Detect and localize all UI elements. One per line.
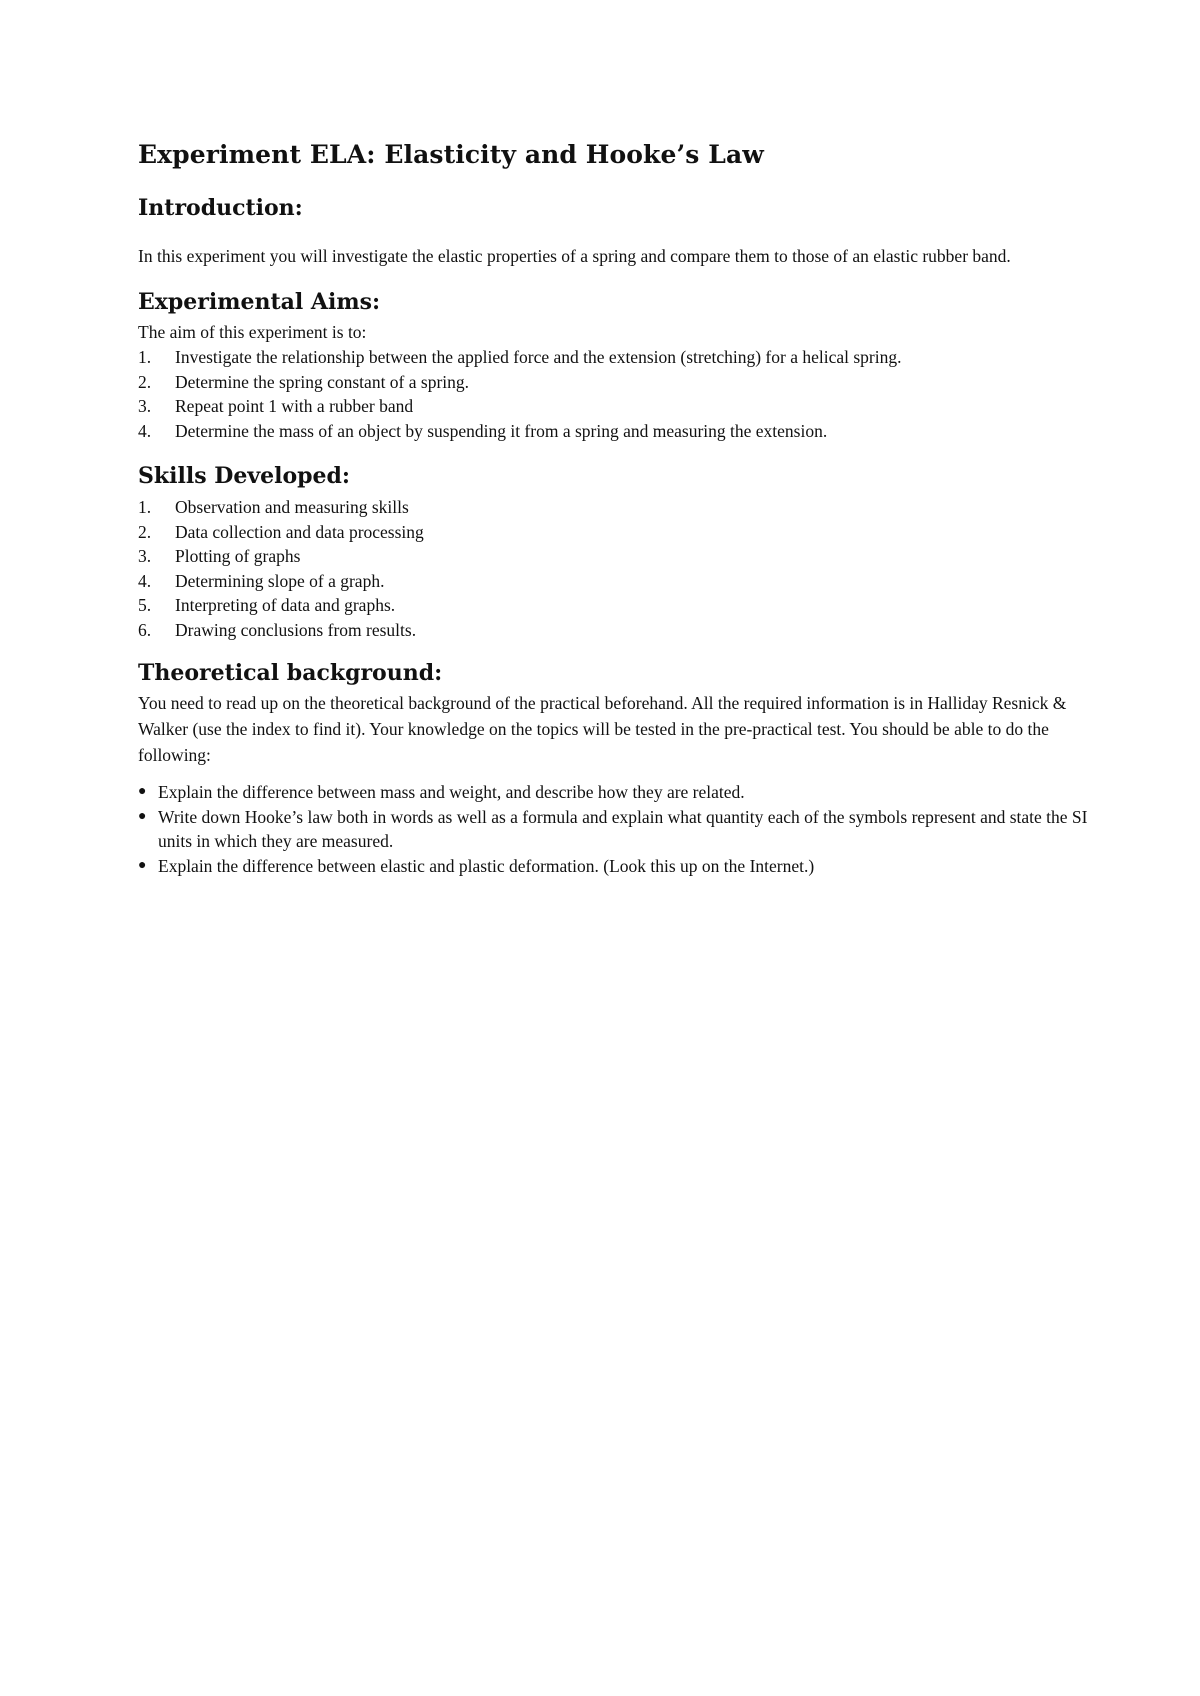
list-item xyxy=(138,805,1108,854)
list-item xyxy=(138,520,1108,545)
item-text: Determine the mass of an object by suspending it from a spring and measuring the extension. xyxy=(175,420,828,441)
theory-heading: Theoretical background: xyxy=(138,660,443,686)
item-text: Observation and measuring skills xyxy=(175,497,409,517)
document-title: Experiment ELA: Elasticity and Hooke’s Law xyxy=(138,140,764,169)
list-item xyxy=(138,618,1108,643)
skills-heading: Skills Developed: xyxy=(138,463,351,489)
list-item xyxy=(138,419,1108,444)
item-number: 4. xyxy=(138,570,152,591)
item-number: 1. xyxy=(138,497,152,517)
item-text: Interpreting of data and graphs. xyxy=(175,595,396,615)
bullet-icon: ● xyxy=(138,857,147,873)
list-item xyxy=(138,345,1108,370)
theory-text: You need to read up on the theoretical background of the practical beforehand. All the required information is in Halliday Resnick & Walker (use the index to find it). Your knowledge on the topics will be tested in the pre-practical test. You should be able to do the following: xyxy=(138,693,1067,765)
item-text: Repeat point 1 with a rubber band xyxy=(175,396,414,416)
list-item xyxy=(138,854,1108,879)
aims-heading: Experimental Aims: xyxy=(138,289,381,315)
list-item xyxy=(138,780,1108,805)
aims-lead: The aim of this experiment is to: xyxy=(138,322,367,342)
item-number: 2. xyxy=(138,371,152,392)
list-item xyxy=(138,495,1108,520)
item-text: Plotting of graphs xyxy=(175,546,301,566)
theory-bullet-list xyxy=(138,780,1108,878)
introduction-heading: Introduction: xyxy=(138,195,303,221)
item-text: Drawing conclusions from results. xyxy=(175,619,417,640)
bullet-icon: ● xyxy=(138,784,147,799)
list-item xyxy=(138,593,1108,618)
list-item xyxy=(138,370,1108,395)
item-text: Explain the difference between elastic and plastic deformation. (Look this up on the Internet.) xyxy=(158,855,815,876)
aims-list xyxy=(138,345,1108,443)
bullet-icon: ● xyxy=(138,808,147,824)
item-number: 6. xyxy=(138,619,152,640)
list-item xyxy=(138,569,1108,594)
item-number: 2. xyxy=(138,521,152,542)
introduction-text: In this experiment you will investigate the elastic properties of a spring and compare them to those of an elastic rubber band. xyxy=(138,246,1011,266)
item-text: Determine the spring constant of a spring. xyxy=(175,371,470,392)
item-text: Investigate the relationship between the applied force and the extension (stretching) for a helical spring. xyxy=(175,347,902,367)
item-text: Write down Hooke’s law both in words as well as a formula and explain what quantity each of the symbols represent and state the SI units in which they are measured. xyxy=(158,806,1088,851)
item-number: 5. xyxy=(138,595,152,615)
item-text: Determining slope of a graph. xyxy=(175,570,385,591)
list-item xyxy=(138,394,1108,419)
item-number: 3. xyxy=(138,546,152,566)
item-number: 1. xyxy=(138,347,152,367)
list-item xyxy=(138,544,1108,569)
item-text: Explain the difference between mass and weight, and describe how they are related. xyxy=(158,782,745,802)
item-number: 4. xyxy=(138,420,152,441)
skills-list xyxy=(138,495,1108,642)
item-number: 3. xyxy=(138,396,152,416)
item-text: Data collection and data processing xyxy=(175,521,424,542)
document-page xyxy=(138,140,1108,878)
